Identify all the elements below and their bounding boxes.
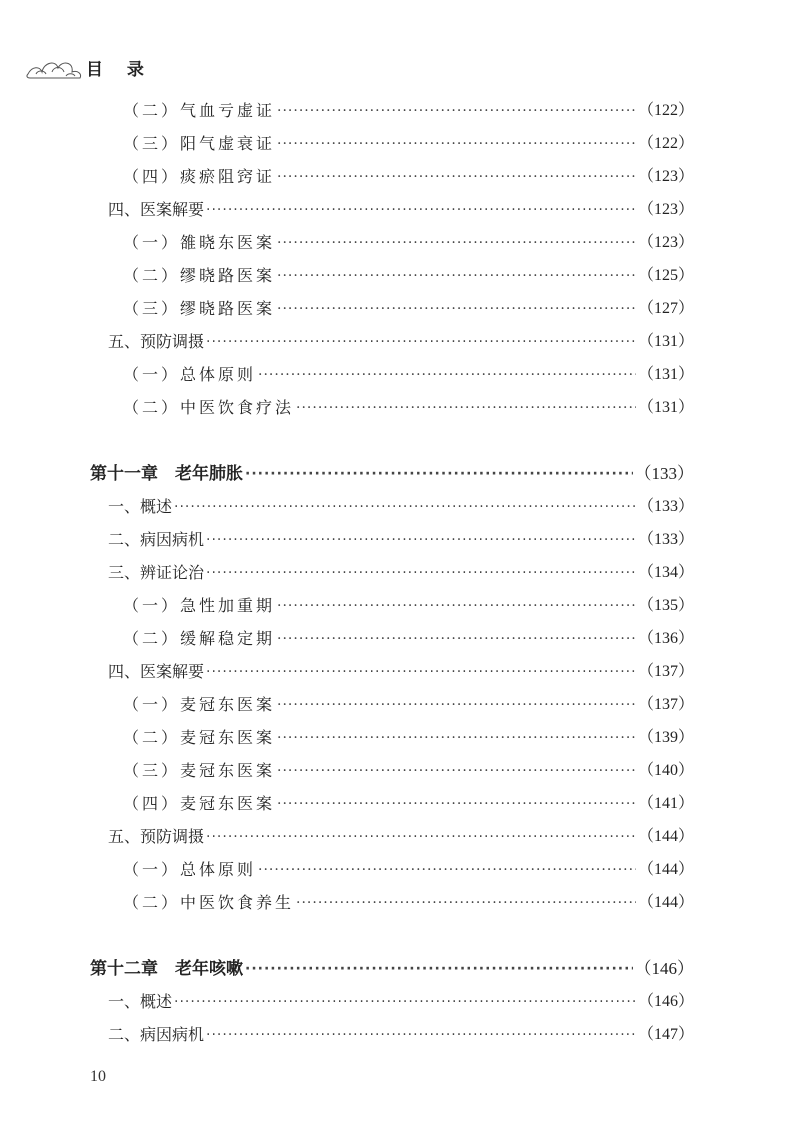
toc-entry-page: （139） bbox=[637, 729, 694, 746]
dot-leader bbox=[245, 958, 633, 980]
toc-entry-page: （147） bbox=[637, 1026, 694, 1043]
toc-chapter-entry[interactable] bbox=[90, 952, 694, 980]
toc-section-entry[interactable] bbox=[108, 523, 694, 551]
toc-subsection-entry[interactable] bbox=[123, 853, 694, 881]
toc-entry-label: （一）急性加重期 bbox=[123, 596, 276, 615]
toc-entry-page: （140） bbox=[637, 762, 694, 779]
page-number: 10 bbox=[90, 1068, 106, 1085]
toc-entry-label: 四、医案解要 bbox=[108, 200, 205, 219]
toc-entry-page: （122） bbox=[637, 135, 694, 152]
dot-leader bbox=[206, 562, 636, 584]
toc-entry-label: （三）阳气虚衰证 bbox=[123, 134, 276, 153]
dot-leader bbox=[296, 397, 636, 419]
toc-entry-page: （123） bbox=[637, 234, 694, 251]
toc-subsection-entry[interactable] bbox=[123, 226, 694, 254]
dot-leader bbox=[277, 133, 636, 155]
toc-entry-label: （三）麦冠东医案 bbox=[123, 761, 276, 780]
dot-leader bbox=[277, 595, 636, 617]
toc-entry-label: （二）缪晓路医案 bbox=[123, 266, 276, 285]
toc-entry-label: 四、医案解要 bbox=[108, 662, 205, 681]
dot-leader bbox=[277, 694, 636, 716]
toc-entry-page: （133） bbox=[634, 464, 694, 483]
toc-subsection-entry[interactable] bbox=[123, 688, 694, 716]
header-title: 目 录 bbox=[86, 60, 153, 80]
toc-entry-page: （136） bbox=[637, 630, 694, 647]
dot-leader bbox=[277, 232, 636, 254]
toc-subsection-entry[interactable] bbox=[123, 391, 694, 419]
toc-entry-label: 二、病因病机 bbox=[108, 530, 205, 549]
cloud-ornament-icon bbox=[26, 52, 84, 82]
dot-leader bbox=[206, 826, 636, 848]
toc-entry-page: （123） bbox=[637, 168, 694, 185]
toc-entry-label: （二）中医饮食疗法 bbox=[123, 398, 295, 417]
toc-entry-page: （133） bbox=[637, 498, 694, 515]
dot-leader bbox=[206, 331, 636, 353]
toc-entry-label: （一）总体原则 bbox=[123, 860, 257, 879]
dot-leader bbox=[174, 991, 636, 1013]
dot-leader bbox=[277, 298, 636, 320]
toc-entry-label: （一）雒晓东医案 bbox=[123, 233, 276, 252]
toc-entry-page: （146） bbox=[637, 993, 694, 1010]
toc-chapter-entry[interactable] bbox=[90, 457, 694, 485]
toc-subsection-entry[interactable] bbox=[123, 292, 694, 320]
dot-leader bbox=[277, 166, 636, 188]
toc-entry-label: （一）总体原则 bbox=[123, 365, 257, 384]
toc-entry-page: （144） bbox=[637, 861, 694, 878]
toc-entry-page: （127） bbox=[637, 300, 694, 317]
toc-entry-label: 三、辨证论治 bbox=[108, 563, 205, 582]
toc-entry-label: （三）缪晓路医案 bbox=[123, 299, 276, 318]
dot-leader bbox=[258, 859, 636, 881]
toc-entry-page: （144） bbox=[637, 894, 694, 911]
toc-entry-label: 一、概述 bbox=[108, 497, 173, 516]
dot-leader bbox=[277, 727, 636, 749]
toc-subsection-entry[interactable] bbox=[123, 160, 694, 188]
toc-subsection-entry[interactable] bbox=[123, 127, 694, 155]
toc-entry-page: （141） bbox=[637, 795, 694, 812]
toc-section-entry[interactable] bbox=[108, 490, 694, 518]
dot-leader bbox=[206, 529, 636, 551]
toc-entry-page: （135） bbox=[637, 597, 694, 614]
toc-entry-label: 一、概述 bbox=[108, 992, 173, 1011]
toc-section-entry[interactable] bbox=[108, 985, 694, 1013]
toc-entry-page: （137） bbox=[637, 663, 694, 680]
toc-subsection-entry[interactable] bbox=[123, 754, 694, 782]
toc-entry-page: （146） bbox=[634, 959, 694, 978]
dot-leader bbox=[277, 265, 636, 287]
toc-entry-label: （一）麦冠东医案 bbox=[123, 695, 276, 714]
toc-section-entry[interactable] bbox=[108, 193, 694, 221]
toc-section-entry[interactable] bbox=[108, 820, 694, 848]
toc-entry-page: （131） bbox=[637, 399, 694, 416]
toc-entry-label: 二、病因病机 bbox=[108, 1025, 205, 1044]
toc-entry-label: （四）麦冠东医案 bbox=[123, 794, 276, 813]
dot-leader bbox=[277, 100, 636, 122]
toc-section-entry[interactable] bbox=[108, 655, 694, 683]
toc-entry-page: （144） bbox=[637, 828, 694, 845]
dot-leader bbox=[206, 199, 636, 221]
dot-leader bbox=[206, 1024, 636, 1046]
dot-leader bbox=[258, 364, 636, 386]
toc-entry-label: （二）中医饮食养生 bbox=[123, 893, 295, 912]
toc-entry-label: （二）缓解稳定期 bbox=[123, 629, 276, 648]
dot-leader bbox=[174, 496, 636, 518]
toc-subsection-entry[interactable] bbox=[123, 787, 694, 815]
toc-entry-page: （137） bbox=[637, 696, 694, 713]
toc-entry-page: （131） bbox=[637, 366, 694, 383]
dot-leader bbox=[245, 463, 633, 485]
toc-entry-label: （二）气血亏虚证 bbox=[123, 101, 276, 120]
toc-subsection-entry[interactable] bbox=[123, 358, 694, 386]
toc-subsection-entry[interactable] bbox=[123, 94, 694, 122]
dot-leader bbox=[296, 892, 636, 914]
toc-entry-page: （125） bbox=[637, 267, 694, 284]
dot-leader bbox=[277, 628, 636, 650]
dot-leader bbox=[277, 793, 636, 815]
toc-subsection-entry[interactable] bbox=[123, 259, 694, 287]
toc-entry-page: （131） bbox=[637, 333, 694, 350]
toc-subsection-entry[interactable] bbox=[123, 886, 694, 914]
toc-entry-label: （二）麦冠东医案 bbox=[123, 728, 276, 747]
toc-entry-label: 五、预防调摄 bbox=[108, 332, 205, 351]
toc-section-entry[interactable] bbox=[108, 556, 694, 584]
toc-subsection-entry[interactable] bbox=[123, 721, 694, 749]
running-header bbox=[26, 50, 226, 86]
toc-entry-label: 第十二章 老年咳嗽 bbox=[90, 959, 243, 979]
toc-entry-page: （133） bbox=[637, 531, 694, 548]
toc-section-entry[interactable] bbox=[108, 1018, 694, 1046]
dot-leader bbox=[277, 760, 636, 782]
toc-subsection-entry[interactable] bbox=[123, 589, 694, 617]
dot-leader bbox=[206, 661, 636, 683]
toc-entry-label: （四）痰瘀阻窍证 bbox=[123, 167, 276, 186]
toc-entry-label: 第十一章 老年肺胀 bbox=[90, 464, 243, 484]
toc-entry-page: （134） bbox=[637, 564, 694, 581]
toc-entry-page: （122） bbox=[637, 102, 694, 119]
toc-subsection-entry[interactable] bbox=[123, 622, 694, 650]
toc-entry-label: 五、预防调摄 bbox=[108, 827, 205, 846]
toc-section-entry[interactable] bbox=[108, 325, 694, 353]
toc-entry-page: （123） bbox=[637, 201, 694, 218]
